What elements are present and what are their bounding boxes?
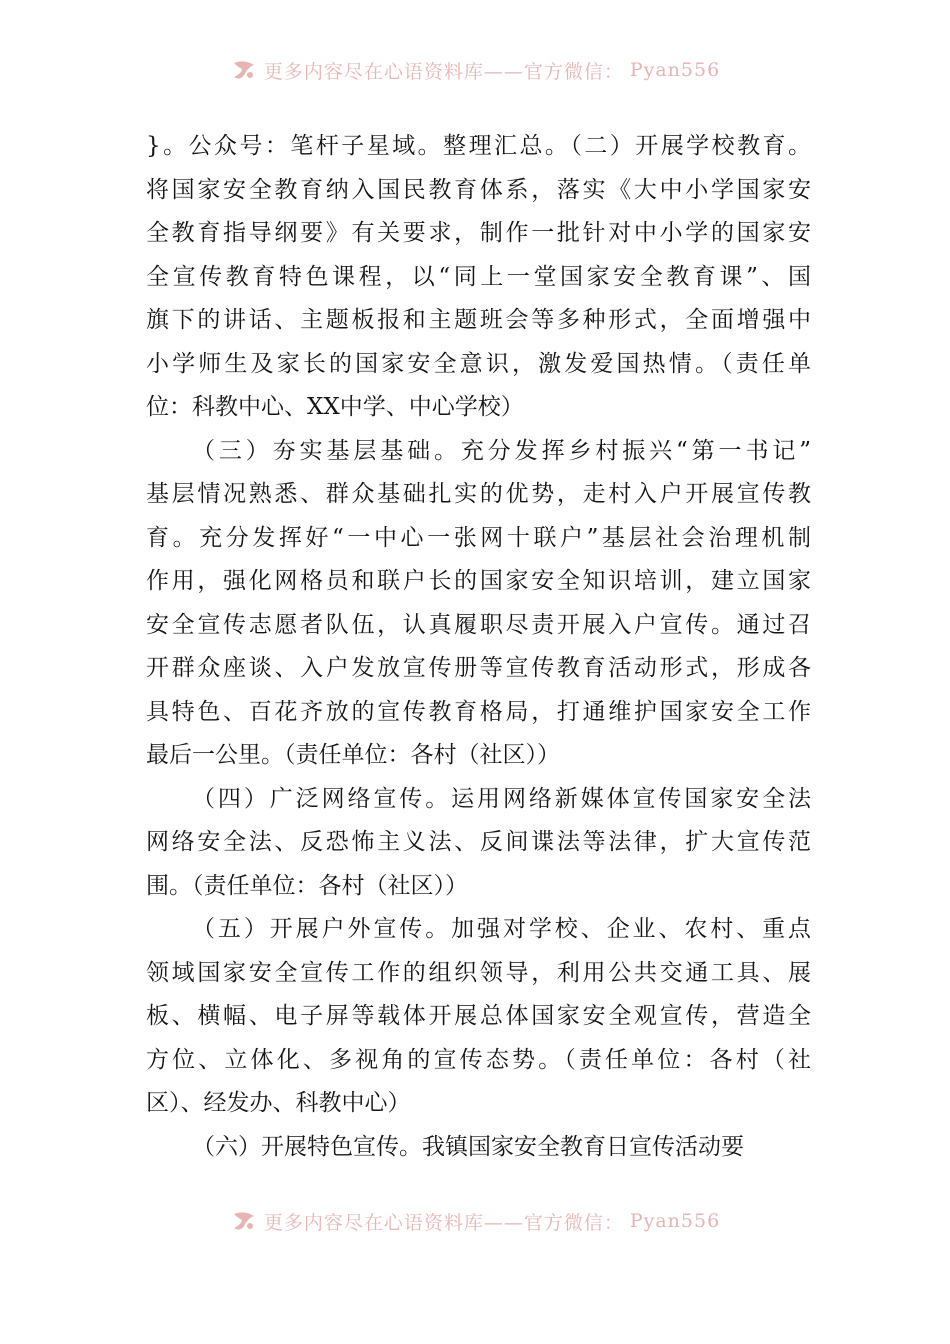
text-line: 最后一公里。（责任单位：各村（社区）） xyxy=(146,742,560,768)
text-line: 具特色、百花齐放的宣传教育格局，打通维护国家安全工作 xyxy=(146,698,811,725)
text-line: 开群众座谈、入户发放宣传册等宣传教育活动形式，形成各 xyxy=(146,655,811,681)
text-line: 围。（责任单位：各村（社区）） xyxy=(146,872,468,899)
text-line: 全宣传教育特色课程，以“同上一堂国家安全教育课”、国 xyxy=(146,263,811,290)
text-line: （六）开展特色宣传。我镇国家安全教育日宣传活动要 xyxy=(192,1133,744,1160)
paragraph xyxy=(146,430,811,778)
paragraph xyxy=(146,778,811,909)
watermark-text: 更多内容尽在心语资料库——官方微信： xyxy=(263,1211,624,1234)
text-line: 安全宣传志愿者队伍，认真履职尽责开展入户宣传。通过召 xyxy=(146,611,811,638)
body-text xyxy=(146,125,811,1169)
text-line: 育。充分发挥好“一中心一张网十联户”基层社会治理机制 xyxy=(146,524,811,551)
text-line: 小学师生及家长的国家安全意识，激发爱国热情。（责任单 xyxy=(146,350,811,377)
text-line: }。公众号：笔杆子星域。整理汇总。（二）开展学校教育。 xyxy=(146,133,811,159)
text-line: 基层情况熟悉、群众基础扎实的优势，走村入户开展宣传教 xyxy=(146,481,811,507)
text-line: 板、横幅、电子屏等载体开展总体国家安全观宣传，营造全 xyxy=(146,1003,811,1029)
footer-watermark xyxy=(0,1203,950,1239)
header-watermark xyxy=(0,52,950,88)
text-line: 作用，强化网格员和联户长的国家安全知识培训，建立国家 xyxy=(146,568,811,594)
paragraph xyxy=(146,1126,811,1170)
watermark-handle: Pyan556 xyxy=(629,59,721,81)
paragraph xyxy=(146,125,811,430)
text-line: （四）广泛网络宣传。运用网络新媒体宣传国家安全法 xyxy=(192,785,811,812)
watermark-logo-icon xyxy=(230,1208,258,1234)
text-line: 位：科教中心、XX中学、中心学校） xyxy=(146,394,524,420)
text-line: 领域国家安全宣传工作的组织领导，利用公共交通工具、展 xyxy=(146,959,811,986)
text-line: （五）开展户外宣传。加强对学校、企业、农村、重点 xyxy=(192,916,811,942)
text-line: （三）夯实基层基础。充分发挥乡村振兴“第一书记” xyxy=(192,437,811,464)
watermark-logo-icon xyxy=(230,57,258,83)
text-line: 全教育指导纲要》有关要求，制作一批针对中小学的国家安 xyxy=(146,220,811,246)
paragraph xyxy=(146,908,811,1126)
watermark-text: 更多内容尽在心语资料库——官方微信： xyxy=(263,60,624,83)
text-line: 网络安全法、反恐怖主义法、反间谍法等法律，扩大宣传范 xyxy=(146,829,811,855)
text-line: 区）、经发办、科教中心） xyxy=(146,1090,411,1116)
text-line: 旗下的讲话、主题板报和主题班会等多种形式，全面增强中 xyxy=(146,307,811,333)
text-line: 方位、立体化、多视角的宣传态势。（责任单位：各村（社 xyxy=(146,1046,811,1073)
text-line: 将国家安全教育纳入国民教育体系，落实《大中小学国家安 xyxy=(146,176,811,203)
watermark-handle: Pyan556 xyxy=(629,1210,721,1232)
